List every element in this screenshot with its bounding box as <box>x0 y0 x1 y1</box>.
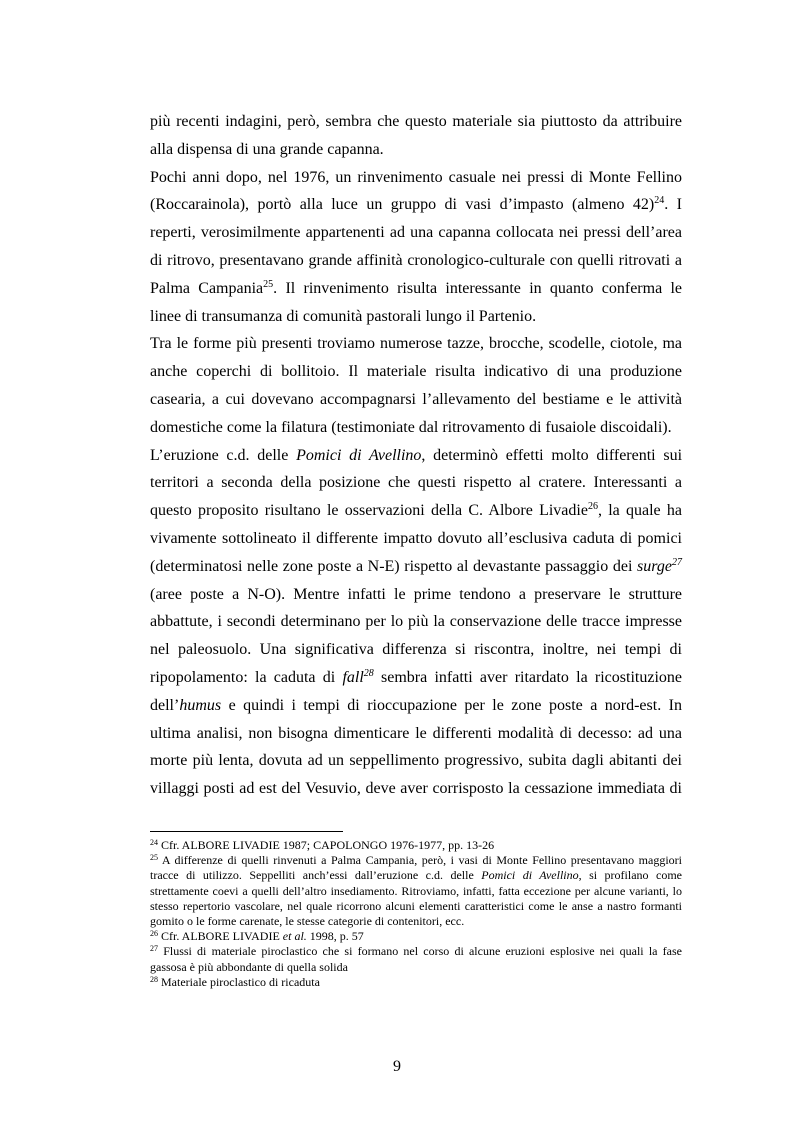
text-line: abbattute, i secondi determinano per lo più la conservazione delle tracce impresse <box>150 613 682 631</box>
footnote: $^{25}$ A differenze di quelli rinvenuti a Palma Campania, però, i vasi di Monte Fellino presentavano maggiori tracce di utilizzo. Seppelliti anch’essi dall’eruzione c.d. delle Pomici di Avellino, si profilano come strettamente coevi a quelli dell’altro insediamento. Ritroviamo, infatti, fatta eccezione per alcune varianti, lo stesso repertorio vascolare, nel quale ricorrono alcuni elementi caratteristici come le anse a nastro formanti gomito o le forme carenate, le stesse categorie di contenitori, ecc. <box>150 853 682 929</box>
footnote: $^{27}$ Flussi di materiale piroclastico che si formano nel corso di alcune eruzioni esplosive nei quali la fase gassosa è più abbondante di quella solida <box>150 944 682 974</box>
footnote-number: 27 <box>150 944 158 954</box>
text-line: L’eruzione c.d. delle Pomici di Avellino, determinò effetti molto differenti sui <box>150 446 683 464</box>
footnote-ref: 25 <box>263 278 274 290</box>
main-text <box>150 108 682 803</box>
text-line: (determinatosi nelle zone poste a N-E) rispetto al devastante passaggio dei surge$^{27}$ <box>150 556 682 575</box>
text-line: Pochi anni dopo, nel 1976, un rinvenimento casuale nei pressi di Monte Fellino <box>150 168 682 186</box>
footnote-ref: 24 <box>654 195 665 207</box>
text-line: ripopolamento: la caduta di fall$^{28}$ sembra infatti aver ritardato la ricostituzione <box>150 667 682 686</box>
text-line: morte più lenta, dovuta ad un seppellimento progressivo, subita dagli abitanti dei <box>150 752 682 770</box>
footnote: $^{26}$ Cfr. ALBORE LIVADIE et al. 1998, p. 57 <box>150 929 364 944</box>
footnote-ref: 26 <box>587 501 598 513</box>
footnote-ref: 28 <box>363 667 374 679</box>
footnote-number: 25 <box>150 853 158 863</box>
footnotes <box>150 838 682 990</box>
italic-term: humus <box>179 696 222 714</box>
text-line: territori a seconda della posizione che questi rispetto al cratere. Interessanti a <box>150 474 682 492</box>
text-line: reperti, verosimilmente appartenenti ad una capanna collocata nei pressi dell’area <box>150 224 682 242</box>
text-line: di ritrovo, presentavano grande affinità cronologico-culturale con quelli ritrovati a <box>150 251 682 269</box>
text-line: casearia, a cui dovevano accompagnarsi l’allevamento del bestiame e le attività <box>150 390 682 408</box>
text-line: linee di transumanza di comunità pastorali lungo il Partenio. <box>150 307 537 325</box>
italic-term: fall <box>342 668 364 686</box>
italic-term: Pomici di Avellino <box>481 868 579 883</box>
text-line: (aree poste a N-O). Mentre infatti le prime tendono a preservare le strutture <box>150 585 682 603</box>
text-line: questo proposito risultano le osservazioni della C. Albore Livadie$^{26}$, la quale ha <box>150 501 682 520</box>
text-line: anche coperchi di bollitoio. Il materiale risulta indicativo di una produzione <box>150 363 682 381</box>
text-line: Palma Campania$^{25}$. Il rinvenimento risulta interessante in quanto conferma le <box>150 278 683 297</box>
footnote-ref: 27 <box>672 556 682 568</box>
text-line: ultima analisi, non bisogna dimenticare le differenti modalità di decesso: ad una <box>150 724 682 742</box>
footnote-number: 26 <box>150 929 158 939</box>
italic-term: et al. <box>282 929 307 944</box>
text-line: dell’humus e quindi i tempi di rioccupazione per le zone poste a nord-est. In <box>150 696 682 714</box>
text-line: domestiche come la filatura (testimoniate dal ritrovamento di fusaiole discoidali). <box>150 418 672 436</box>
text-line: nel paleosuolo. Una significativa differenza si riscontra, inoltre, nei tempi di <box>150 641 682 659</box>
text-line: più recenti indagini, però, sembra che questo materiale sia piuttosto da attribuire <box>150 113 682 130</box>
footnote: $^{24}$ Cfr. ALBORE LIVADIE 1987; CAPOLONGO 1976-1977, pp. 13-26 <box>150 838 495 852</box>
italic-term: Pomici di Avellino <box>296 446 422 464</box>
text-line: (Roccarainola), portò alla luce un gruppo di vasi d’impasto (almeno 42)$^{24}$. I <box>150 195 682 214</box>
footnote-number: 28 <box>150 974 158 984</box>
footnote-separator <box>150 831 343 832</box>
page-number: 9 <box>393 1058 401 1075</box>
italic-term: surge <box>637 557 672 575</box>
footnote-number: 24 <box>150 838 158 847</box>
footnote: $^{28}$ Materiale piroclastico di ricaduta <box>150 974 320 989</box>
text-line: alla dispensa di una grande capanna. <box>150 140 384 158</box>
text-line: villaggi posti ad est del Vesuvio, deve aver corrisposto la cessazione immediata di <box>150 780 682 798</box>
text-line: Tra le forme più presenti troviamo numerose tazze, brocche, scodelle, ciotole, ma <box>150 335 682 353</box>
text-line: vivamente sottolineato il differente impatto dovuto all’esclusiva caduta di pomici <box>150 529 682 547</box>
